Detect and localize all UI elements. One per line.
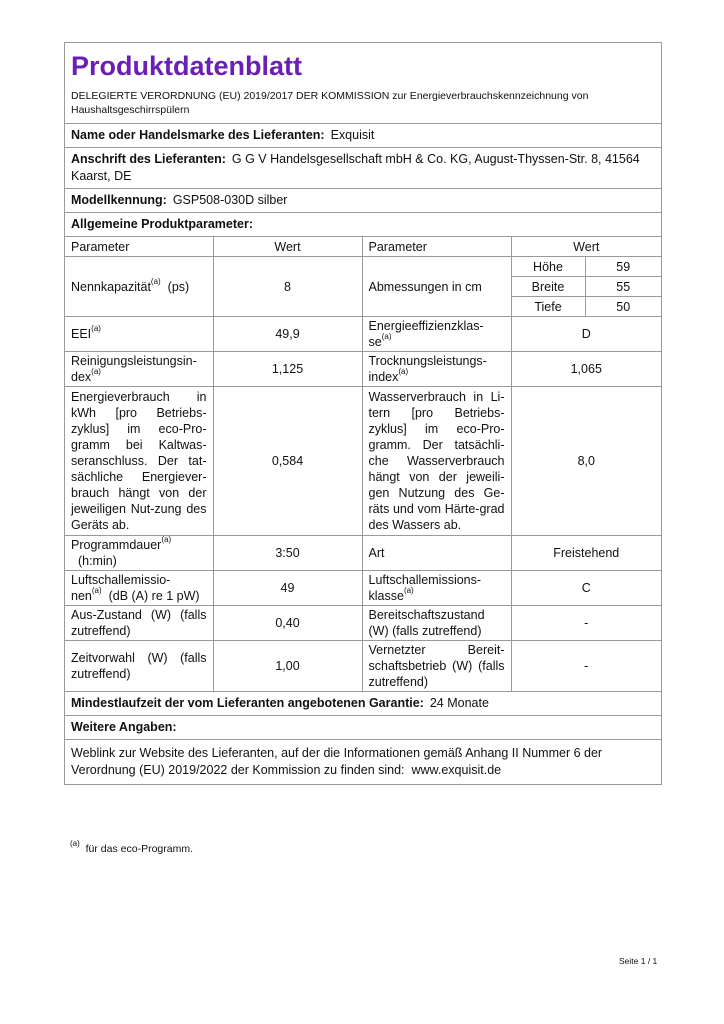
water-label: Wasserverbrauch in Li-tern [pro Betriebs-zyklus] im eco-Pro-gramm. Der tatsächli-che Wasserverbrauch hängt von der jeweili-gen Nutzung des Ge-räts und vom Härte-grad des Wassers ab. — [362, 387, 511, 536]
capacity-value: 8 — [213, 257, 362, 317]
col-header-parameter: Parameter — [65, 237, 213, 257]
capacity-label-cell — [65, 257, 213, 317]
warranty-row — [65, 692, 661, 715]
table-header-row — [65, 237, 661, 257]
footnote-mark: (a) — [161, 535, 172, 545]
table-row — [65, 387, 661, 536]
supplier-name-value: Exquisit — [330, 128, 375, 142]
dimensions-label: Abmessungen in cm — [362, 257, 511, 317]
capacity-label: Nennkapazität — [71, 279, 151, 294]
model-row — [65, 188, 661, 212]
regulation-text: DELEGIERTE VERORDNUNG (EU) 2019/2017 DER KOMMISSION zur Energieverbrauchskennzeichnung von Haushaltsgeschirrspülern — [71, 90, 589, 116]
footnote-text: für das eco-Programm. — [85, 843, 193, 855]
footnote-mark: (a) — [91, 586, 102, 596]
energy-value: 0,584 — [213, 387, 362, 536]
table-row — [65, 536, 661, 571]
drying-label: Trocknungsleistungs-index — [368, 354, 487, 384]
supplier-address-value: G G V Handelsgesellschaft mbH & Co. KG, August-Thyssen-Str. 8, 41564 Kaarst, DE — [71, 152, 640, 183]
table-row — [65, 571, 661, 606]
footnote-mark: (a) — [403, 586, 414, 596]
page-title: Produktdatenblatt — [71, 51, 303, 81]
table-row — [65, 606, 661, 641]
table-row — [65, 317, 661, 352]
drying-label-cell — [362, 352, 511, 387]
network-label: Vernetzter Bereit-schaftsbetrieb (W) (falls zutreffend) — [362, 641, 511, 692]
eei-label: EEI — [71, 327, 92, 341]
noise-value: 49 — [213, 571, 362, 606]
supplier-url[interactable]: www.exquisit.de — [411, 763, 502, 777]
footnote-mark: (a) — [91, 324, 101, 334]
table-row — [65, 641, 661, 692]
table-row — [65, 352, 661, 387]
duration-label-cell — [65, 536, 213, 571]
standby-value: - — [511, 606, 661, 641]
height-label: Höhe — [511, 257, 585, 277]
network-value: - — [511, 641, 661, 692]
footnote-mark: (a) — [398, 367, 409, 377]
warranty-label: Mindestlaufzeit der vom Lieferanten angebotenen Garantie: — [71, 696, 424, 710]
type-value: Freistehend — [511, 536, 661, 571]
cleaning-label: Reinigungsleistungsin-dex — [71, 354, 197, 384]
noise-unit: (dB (A) re 1 pW) — [108, 589, 200, 603]
drying-value: 1,065 — [511, 352, 661, 387]
duration-unit: (h:min) — [77, 554, 117, 568]
cleaning-value: 1,125 — [213, 352, 362, 387]
footnote — [70, 838, 193, 855]
footnote-mark: (a) — [150, 276, 161, 286]
duration-label: Programmdauer — [71, 538, 162, 552]
duration-value: 3:50 — [213, 536, 362, 571]
class-value: D — [511, 317, 661, 352]
supplier-name-label: Name oder Handelsmarke des Lieferanten: — [71, 128, 325, 142]
model-label: Modellkennung: — [71, 193, 167, 207]
height-value: 59 — [585, 257, 661, 277]
footnote-mark: (a) — [91, 367, 101, 377]
col-header-parameter-2: Parameter — [362, 237, 511, 257]
noise-class-label-cell — [362, 571, 511, 606]
depth-value: 50 — [585, 297, 661, 317]
delay-label: Zeitvorwahl (W) (falls zutreffend) — [65, 641, 213, 692]
weblink-row — [65, 739, 661, 784]
noise-class-value: C — [511, 571, 661, 606]
off-value: 0,40 — [213, 606, 362, 641]
noise-label: Luftschallemissio-nen — [71, 573, 171, 603]
noise-class-label: Luftschallemissions-klasse — [368, 573, 482, 603]
general-params-heading — [65, 212, 661, 236]
weblink-text: Weblink zur Website des Lieferanten, auf der die Informationen gemäß Anhang II Nummer 6 der Verordnung (EU) 2019/2022 der Kommission zu finden sind: — [71, 746, 603, 777]
footnote-mark: (a) — [381, 332, 392, 342]
type-label: Art — [362, 536, 511, 571]
off-label: Aus-Zustand (W) (falls zutreffend) — [65, 606, 213, 641]
cleaning-label-cell — [65, 352, 213, 387]
depth-label: Tiefe — [511, 297, 585, 317]
water-value: 8,0 — [511, 387, 661, 536]
class-label-cell — [362, 317, 511, 352]
energy-label: Energieverbrauch in kWh [pro Betriebs-zyklus] im eco-Pro-gramm bei Kaltwas-seranschluss. Der tat-sächliche Energiever-brauch hängt von der jeweiligen Nut-zung des Geräts ab. — [65, 387, 213, 536]
more-info-heading-text: Weitere Angaben: — [71, 720, 177, 734]
warranty-value: 24 Monate — [429, 696, 489, 710]
supplier-address-row — [65, 147, 661, 188]
delay-value: 1,00 — [213, 641, 362, 692]
supplier-name-row — [65, 123, 661, 147]
page-number: Seite 1 / 1 — [619, 956, 658, 966]
footnote-mark: (a) — [70, 838, 80, 848]
table-row — [65, 257, 661, 277]
width-label: Breite — [511, 277, 585, 297]
product-data-sheet — [64, 42, 662, 785]
model-value: GSP508-030D silber — [172, 193, 288, 207]
supplier-address-label: Anschrift des Lieferanten: — [71, 152, 226, 166]
capacity-unit: (ps) — [167, 279, 190, 294]
col-header-value-2: Wert — [511, 237, 661, 257]
eei-label-cell — [65, 317, 213, 352]
noise-label-cell — [65, 571, 213, 606]
standby-label: Bereitschaftszustand (W) (falls zutreffend) — [362, 606, 511, 641]
params-table — [65, 236, 661, 692]
more-info-heading — [65, 715, 661, 739]
general-params-heading-text: Allgemeine Produktparameter: — [71, 217, 253, 231]
col-header-value: Wert — [213, 237, 362, 257]
class-label: Energieeffizienzklas-se — [368, 319, 484, 349]
width-value: 55 — [585, 277, 661, 297]
title-block — [65, 43, 661, 123]
eei-value: 49,9 — [213, 317, 362, 352]
